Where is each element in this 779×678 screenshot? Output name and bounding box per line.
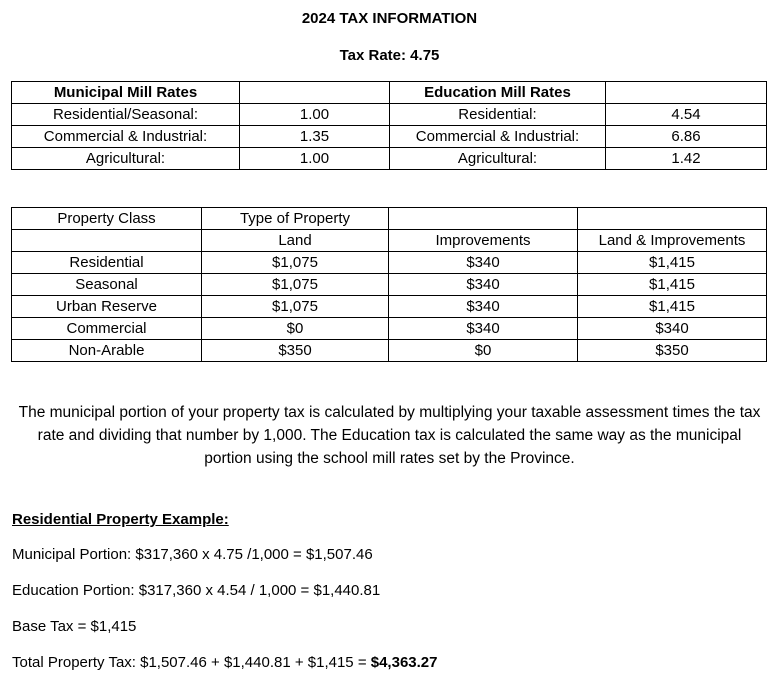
tax-rate: Tax Rate: 4.75: [339, 47, 440, 64]
property-class-cell: Non-Arable: [12, 340, 202, 362]
table-row: [12, 82, 767, 104]
table-row: [12, 104, 767, 126]
improvements-header: Improvements: [389, 230, 578, 252]
education-rate-value: 6.86: [606, 126, 767, 148]
base-tax-line: Base Tax = $1,415: [12, 618, 137, 635]
municipal-portion-line: Municipal Portion: $317,360 x 4.75 /1,000 = $1,507.46: [12, 546, 373, 563]
total-property-tax-line: [12, 654, 437, 671]
property-class-cell: Residential: [12, 252, 202, 274]
education-rate-label: Commercial & Industrial:: [390, 126, 606, 148]
improvements-cell: $340: [389, 318, 578, 340]
table-row: [12, 230, 767, 252]
mill-rates-table: [11, 81, 767, 170]
property-class-table: [11, 207, 767, 362]
land-cell: $1,075: [202, 252, 389, 274]
land-header: Land: [202, 230, 389, 252]
explanation-paragraph: The municipal portion of your property tax is calculated by multiplying your taxable assessment times the tax rate and dividing that number by 1,000. The Education tax is calculated the same way as the municipal portion using the school mill rates set by the Province.: [18, 404, 761, 467]
improvements-cell: $0: [389, 340, 578, 362]
improvements-cell: $340: [389, 296, 578, 318]
total-cell: $340: [578, 318, 767, 340]
municipal-rate-value: 1.35: [240, 126, 390, 148]
property-class-header: Property Class: [12, 208, 202, 230]
total-cell: $1,415: [578, 274, 767, 296]
empty-cell: [12, 230, 202, 252]
education-rate-label: Residential:: [390, 104, 606, 126]
table-row: [12, 126, 767, 148]
total-cell: $350: [578, 340, 767, 362]
total-property-tax-formula: Total Property Tax: $1,507.46 + $1,440.81 + $1,415 =: [12, 654, 371, 671]
improvements-cell: $340: [389, 252, 578, 274]
education-rate-value: 1.42: [606, 148, 767, 170]
empty-cell: [389, 208, 578, 230]
table-row: [12, 274, 767, 296]
total-cell: $1,415: [578, 252, 767, 274]
table-row: [12, 318, 767, 340]
education-rate-label: Agricultural:: [390, 148, 606, 170]
land-cell: $1,075: [202, 296, 389, 318]
property-class-cell: Commercial: [12, 318, 202, 340]
education-portion-line: Education Portion: $317,360 x 4.54 / 1,000 = $1,440.81: [12, 582, 381, 599]
land-improvements-header: Land & Improvements: [578, 230, 767, 252]
municipal-rate-value: 1.00: [240, 148, 390, 170]
type-of-property-header: Type of Property: [202, 208, 389, 230]
municipal-rate-label: Commercial & Industrial:: [12, 126, 240, 148]
table-row: [12, 340, 767, 362]
empty-cell: [578, 208, 767, 230]
table-row: [12, 148, 767, 170]
total-property-tax-value: $4,363.27: [370, 654, 438, 671]
land-cell: $0: [202, 318, 389, 340]
table-row: [12, 208, 767, 230]
empty-cell: [240, 82, 390, 104]
table-row: [12, 252, 767, 274]
municipal-rate-label: Agricultural:: [12, 148, 240, 170]
education-rate-value: 4.54: [606, 104, 767, 126]
page-title: 2024 TAX INFORMATION: [301, 10, 478, 27]
property-class-cell: Urban Reserve: [12, 296, 202, 318]
example-heading: Residential Property Example:: [12, 511, 229, 528]
education-mill-rates-heading: Education Mill Rates: [390, 82, 606, 104]
land-cell: $1,075: [202, 274, 389, 296]
municipal-mill-rates-heading: Municipal Mill Rates: [12, 82, 240, 104]
municipal-rate-label: Residential/Seasonal:: [12, 104, 240, 126]
improvements-cell: $340: [389, 274, 578, 296]
empty-cell: [606, 82, 767, 104]
total-cell: $1,415: [578, 296, 767, 318]
property-class-cell: Seasonal: [12, 274, 202, 296]
table-row: [12, 296, 767, 318]
land-cell: $350: [202, 340, 389, 362]
municipal-rate-value: 1.00: [240, 104, 390, 126]
